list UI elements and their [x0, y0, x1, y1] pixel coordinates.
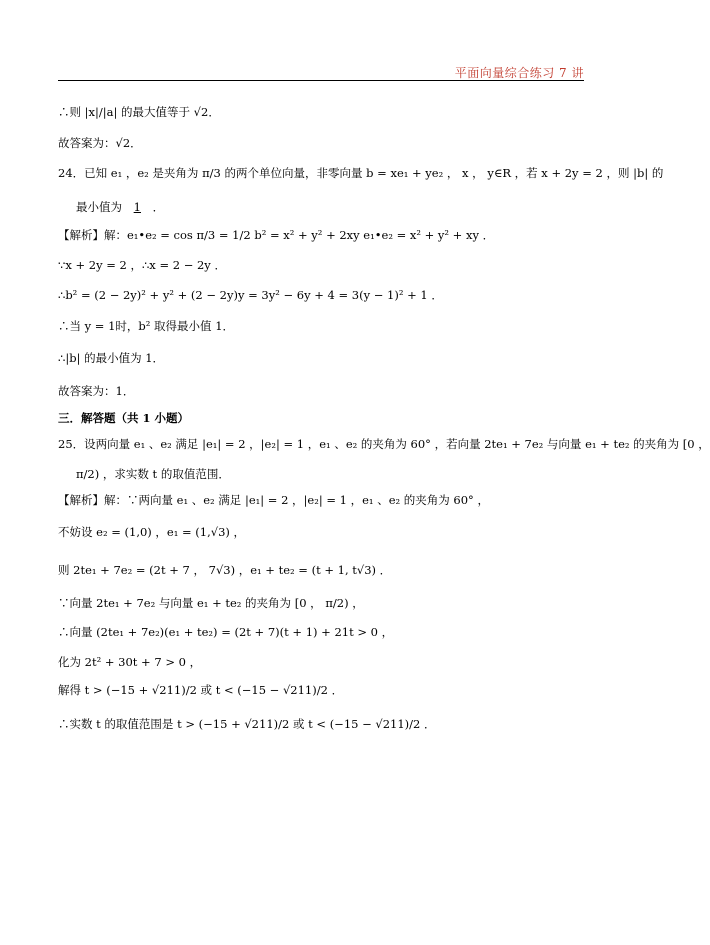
answer-prefix: 最小值为	[76, 200, 122, 214]
header-title: 平面向量综合练习 7 讲	[454, 66, 584, 80]
question-25: 25．设两向量 e₁ 、e₂ 满足 |e₁| = 2 ，|e₂| = 1 ，e₁ 、e₂ 的夹角为 60° ，若向量 2te₁ + 7e₂ 与向量 e₁ + te₂ 的夹角为 [0 ，	[58, 437, 710, 451]
solution-25-line-7: 解得 t > (−15 + √211)/2 或 t < (−15 − √211)/2 ．	[58, 683, 344, 697]
solution-24-line-3: ∴b² = (2 − 2y)² + y² + (2 − 2y)y = 3y² − 6y + 4 = 3(y − 1)² + 1 ．	[58, 288, 443, 302]
solution-24-answer: 故答案为：1．	[58, 384, 135, 398]
question-24: 24．已知 e₁ ，e₂ 是夹角为 π/3 的两个单位向量，非零向量 b = xe₁ + ye₂ ， x ， y∈R ，若 x + 2y = 2 ，则 |b| 的	[58, 166, 664, 180]
solution-25-conclusion: ∴实数 t 的取值范围是 t > (−15 + √211)/2 或 t < (−15 − √211)/2 ．	[58, 717, 436, 731]
answer-line	[76, 199, 602, 215]
solution-25-line-2: 不妨设 e₂ = (1,0) ，e₁ = (1,√3) ，	[58, 525, 246, 539]
solution-25-line-6: 化为 2t² + 30t + 7 > 0 ，	[58, 655, 202, 669]
solution-25-line-5: ∴向量 (2te₁ + 7e₂)(e₁ + te₂) = (2t + 7)(t + 1) + 21t > 0 ，	[58, 625, 394, 639]
header-rule	[58, 80, 584, 81]
solution-25-line-1: 【解析】解：∵两向量 e₁ 、e₂ 满足 |e₁| = 2 ，|e₂| = 1 ，e₁ 、e₂ 的夹角为 60° ，	[58, 493, 489, 507]
solution-24-line-2: ∵x + 2y = 2 ，∴x = 2 − 2y ．	[58, 258, 226, 272]
answer-suffix: ．	[152, 200, 165, 214]
solution-25-line-3: 则 2te₁ + 7e₂ = (2t + 7 ， 7√3) ，e₁ + te₂ = (t + 1, t√3) ．	[58, 563, 392, 577]
answer-blank: 1	[133, 200, 141, 214]
text-line-2: 故答案为：√2．	[58, 136, 142, 150]
solution-25-line-4: ∵向量 2te₁ + 7e₂ 与向量 e₁ + te₂ 的夹角为 [0 ， π/2) ，	[58, 596, 364, 610]
solution-24-line-1: 【解析】解：e₁•e₂ = cos π/3 = 1/2 b² = x² + y² + 2xy e₁•e₂ = x² + y² + xy ．	[58, 228, 495, 242]
solution-24-line-5: ∴|b| 的最小值为 1．	[58, 351, 165, 365]
text-line-1: ∴则 |x|/|a| 的最大值等于 √2．	[58, 105, 220, 119]
question-25-cont: π/2) ，求实数 t 的取值范围．	[76, 467, 230, 481]
solution-24-line-4: ∴当 y = 1时，b² 取得最小值 1．	[58, 319, 235, 333]
section-heading: 三．解答题（共 1 小题）	[58, 411, 190, 425]
